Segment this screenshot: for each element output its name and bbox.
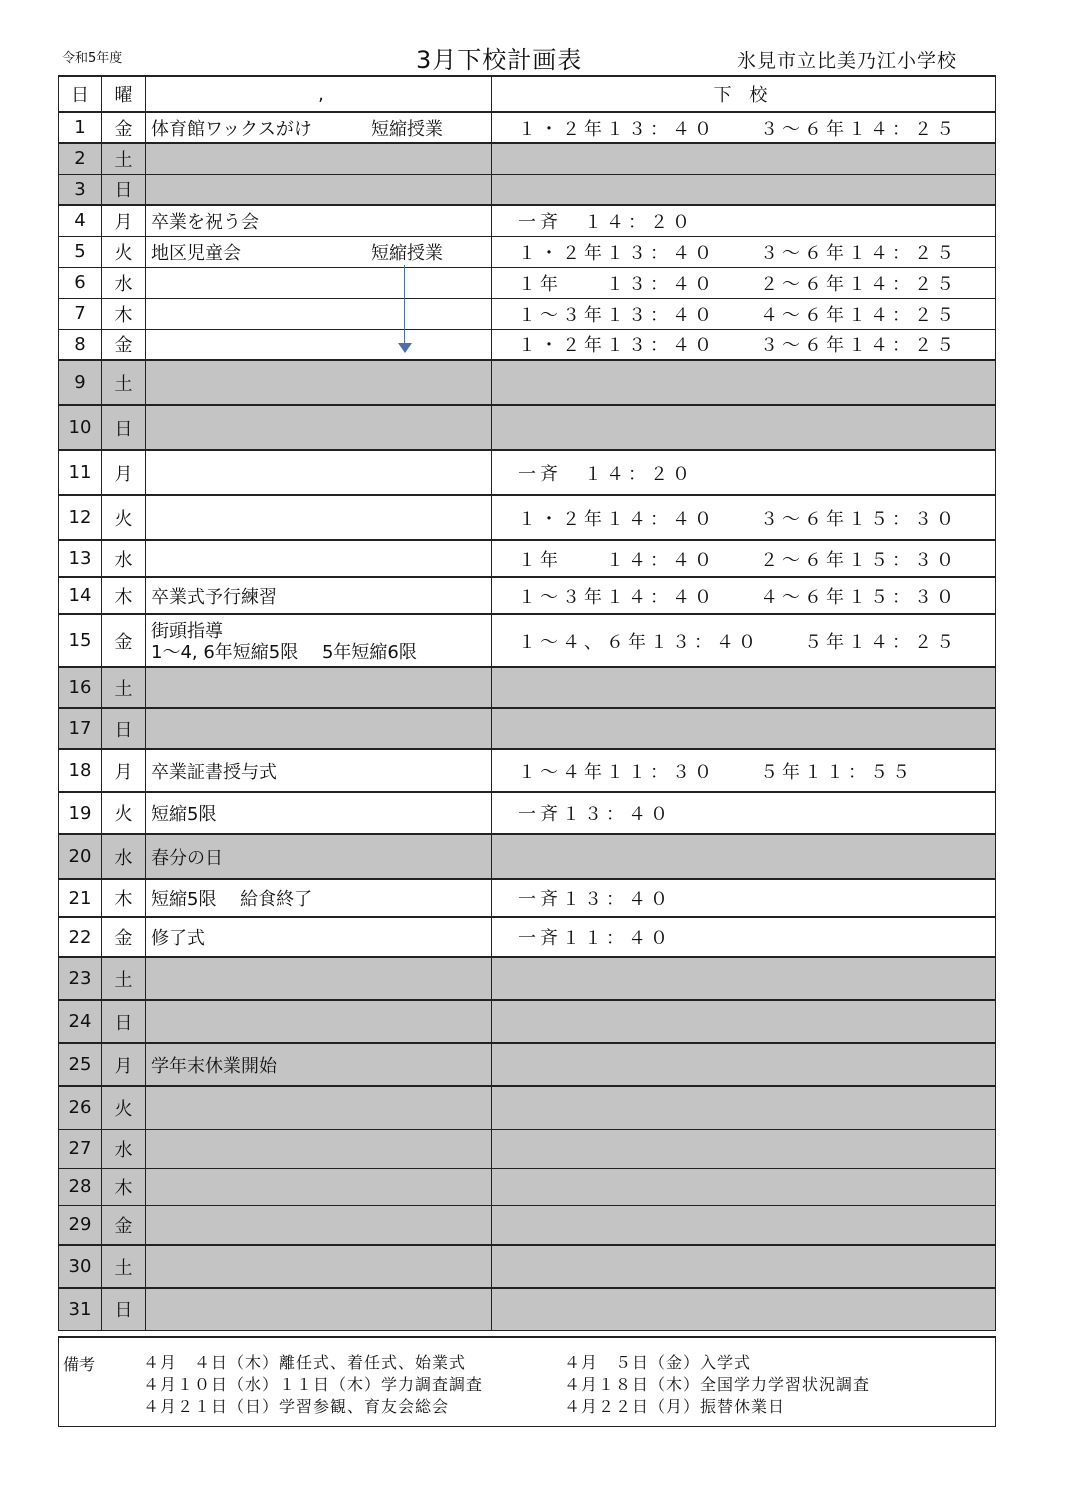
- weekday-cell: 木: [102, 1168, 146, 1205]
- day-cell: 15: [59, 614, 102, 667]
- event-cell: [146, 1288, 492, 1330]
- event-cell: [146, 174, 492, 205]
- day-cell: 26: [59, 1086, 102, 1129]
- day-cell: 12: [59, 495, 102, 540]
- table-row: [59, 1086, 996, 1129]
- event-cell: [146, 1000, 492, 1043]
- header-day: 日: [59, 76, 102, 112]
- note-line: ４月１８日（木）全国学力学習状況調査: [564, 1375, 871, 1394]
- event-cell: [146, 749, 492, 792]
- dismissal-cell: [492, 1168, 996, 1205]
- weekday-cell: 火: [102, 236, 146, 267]
- weekday-cell: 火: [102, 792, 146, 834]
- continuation-arrow-line: [404, 265, 405, 343]
- weekday-cell: 木: [102, 577, 146, 614]
- table-row: [59, 879, 996, 917]
- day-cell: 20: [59, 834, 102, 879]
- event-cell: [146, 298, 492, 329]
- weekday-cell: 土: [102, 1245, 146, 1288]
- school-name: 氷見市立比美乃江小学校: [737, 50, 958, 72]
- dismissal-cell: １年 １３：４０ ２～６年１４：２５: [492, 267, 996, 298]
- dismissal-cell: [492, 143, 996, 174]
- table-row: [59, 792, 996, 834]
- weekday-cell: 日: [102, 1288, 146, 1330]
- table-row: [59, 1000, 996, 1043]
- header-event: ,: [146, 76, 492, 112]
- dismissal-cell: １～４、６年１３：４０ ５年１４：２５: [492, 614, 996, 667]
- day-cell: 29: [59, 1205, 102, 1245]
- event-cell: [146, 917, 492, 957]
- weekday-cell: 木: [102, 298, 146, 329]
- weekday-cell: 日: [102, 405, 146, 450]
- table-row: [59, 1168, 996, 1205]
- event-note: 短縮授業: [371, 118, 443, 140]
- event-cell: [146, 143, 492, 174]
- event-cell: [146, 267, 492, 298]
- day-cell: 17: [59, 708, 102, 749]
- dismissal-cell: [492, 708, 996, 749]
- table-row: [59, 1043, 996, 1086]
- down-arrow-icon: [398, 343, 412, 353]
- day-cell: 31: [59, 1288, 102, 1330]
- dismissal-cell: [492, 405, 996, 450]
- table-row: [59, 957, 996, 1000]
- day-cell: 10: [59, 405, 102, 450]
- table-row: [59, 1245, 996, 1288]
- day-cell: 8: [59, 329, 102, 360]
- event-cell: [146, 360, 492, 405]
- event-text: 学年末休業開始: [151, 1055, 277, 1077]
- day-cell: 2: [59, 143, 102, 174]
- table-header-row: [59, 76, 996, 112]
- table-row: [59, 495, 996, 540]
- weekday-cell: 土: [102, 957, 146, 1000]
- day-cell: 1: [59, 112, 102, 143]
- day-cell: 9: [59, 360, 102, 405]
- dismissal-cell: 一斉１３：４０: [492, 792, 996, 834]
- event-cell: [146, 792, 492, 834]
- event-cell: [146, 329, 492, 360]
- day-cell: 4: [59, 205, 102, 236]
- notes-label: 備考: [63, 1355, 96, 1374]
- day-cell: 3: [59, 174, 102, 205]
- day-cell: 6: [59, 267, 102, 298]
- dismissal-cell: 一斉 １４：２０: [492, 205, 996, 236]
- event-text: 短縮5限: [151, 804, 217, 825]
- dismissal-cell: [492, 957, 996, 1000]
- fiscal-year-label: 令和5年度: [62, 51, 123, 66]
- day-cell: 18: [59, 749, 102, 792]
- notes-box: [58, 1336, 996, 1427]
- table-row: [59, 360, 996, 405]
- event-cell: [146, 450, 492, 495]
- day-cell: 28: [59, 1168, 102, 1205]
- table-row: [59, 298, 996, 329]
- weekday-cell: 月: [102, 205, 146, 236]
- note-line: ４月 ４日（木）離任式、着任式、始業式: [143, 1353, 467, 1372]
- weekday-cell: 金: [102, 329, 146, 360]
- table-row: [59, 577, 996, 614]
- day-cell: 14: [59, 577, 102, 614]
- day-cell: 16: [59, 667, 102, 708]
- dismissal-cell: [492, 1245, 996, 1288]
- event-cell: [146, 205, 492, 236]
- event-cell: [146, 1043, 492, 1086]
- day-cell: 30: [59, 1245, 102, 1288]
- table-row: [59, 236, 996, 267]
- event-cell: [146, 708, 492, 749]
- note-line: ４月２２日（月）振替休業日: [564, 1397, 786, 1416]
- table-row: [59, 708, 996, 749]
- note-line: ４月 ５日（金）入学式: [564, 1353, 752, 1372]
- header-dismissal: 下 校: [492, 76, 996, 112]
- table-row: [59, 614, 996, 667]
- notes-column-1: [143, 1352, 483, 1418]
- dismissal-cell: [492, 1086, 996, 1129]
- day-cell: 22: [59, 917, 102, 957]
- day-cell: 27: [59, 1129, 102, 1168]
- header-weekday: 曜: [102, 76, 146, 112]
- page-title: 3月下校計画表: [416, 46, 583, 74]
- dismissal-cell: [492, 1129, 996, 1168]
- event-cell: [146, 879, 492, 917]
- day-cell: 24: [59, 1000, 102, 1043]
- weekday-cell: 土: [102, 360, 146, 405]
- dismissal-schedule-table: [58, 75, 996, 1331]
- weekday-cell: 火: [102, 1086, 146, 1129]
- event-cell: [146, 1086, 492, 1129]
- table-row: [59, 405, 996, 450]
- table-row: [59, 1129, 996, 1168]
- day-cell: 5: [59, 236, 102, 267]
- weekday-cell: 月: [102, 749, 146, 792]
- dismissal-cell: [492, 667, 996, 708]
- dismissal-cell: １年 １４：４０ ２～６年１５：３０: [492, 540, 996, 577]
- weekday-cell: 金: [102, 917, 146, 957]
- event-text: 街頭指導: [151, 620, 223, 642]
- event-text: 卒業証書授与式: [151, 761, 277, 783]
- weekday-cell: 火: [102, 495, 146, 540]
- day-cell: 11: [59, 450, 102, 495]
- dismissal-cell: １～３年１４：４０ ４～６年１５：３０: [492, 577, 996, 614]
- event-note: 短縮授業: [371, 242, 443, 264]
- note-line: ４月１０日（水）１１日（木）学力調査調査: [143, 1375, 484, 1394]
- event-cell: [146, 614, 492, 667]
- weekday-cell: 土: [102, 143, 146, 174]
- event-cell: [146, 1245, 492, 1288]
- note-line: ４月２１日（日）学習参観、育友会総会: [143, 1397, 450, 1416]
- schedule-body: [59, 112, 996, 1330]
- table-row: [59, 112, 996, 143]
- table-row: [59, 749, 996, 792]
- event-text: 地区児童会: [151, 242, 241, 264]
- dismissal-cell: 一斉 １４：２０: [492, 450, 996, 495]
- weekday-cell: 金: [102, 1205, 146, 1245]
- table-row: [59, 450, 996, 495]
- event-text-line2: 1～4, 6年短縮5限 5年短縮6限: [151, 641, 417, 663]
- table-row: [59, 174, 996, 205]
- weekday-cell: 金: [102, 112, 146, 143]
- table-row: [59, 667, 996, 708]
- event-cell: [146, 405, 492, 450]
- dismissal-cell: [492, 1205, 996, 1245]
- event-cell: [146, 495, 492, 540]
- event-cell: [146, 577, 492, 614]
- table-row: [59, 834, 996, 879]
- dismissal-cell: [492, 360, 996, 405]
- day-cell: 19: [59, 792, 102, 834]
- event-text: 春分の日: [151, 847, 223, 869]
- weekday-cell: 日: [102, 1000, 146, 1043]
- dismissal-cell: １・２年１３：４０ ３～６年１４：２５: [492, 329, 996, 360]
- event-text: 卒業式予行練習: [151, 586, 277, 608]
- event-cell: [146, 236, 492, 267]
- dismissal-cell: [492, 174, 996, 205]
- table-row: [59, 540, 996, 577]
- event-text: 修了式: [151, 928, 205, 949]
- day-cell: 23: [59, 957, 102, 1000]
- weekday-cell: 月: [102, 1043, 146, 1086]
- weekday-cell: 日: [102, 708, 146, 749]
- notes-column-2: [564, 1352, 870, 1418]
- weekday-cell: 金: [102, 614, 146, 667]
- dismissal-cell: １～３年１３：４０ ４～６年１４：２５: [492, 298, 996, 329]
- table-row: [59, 205, 996, 236]
- day-cell: 13: [59, 540, 102, 577]
- event-cell: [146, 112, 492, 143]
- event-cell: [146, 667, 492, 708]
- table-row: [59, 267, 996, 298]
- table-row: [59, 1205, 996, 1245]
- weekday-cell: 水: [102, 834, 146, 879]
- event-cell: [146, 540, 492, 577]
- dismissal-cell: 一斉１３：４０: [492, 879, 996, 917]
- dismissal-cell: １・２年１３：４０ ３～６年１４：２５: [492, 236, 996, 267]
- weekday-cell: 水: [102, 267, 146, 298]
- table-row: [59, 143, 996, 174]
- event-cell: [146, 834, 492, 879]
- table-row: [59, 1288, 996, 1330]
- table-row: [59, 329, 996, 360]
- weekday-cell: 水: [102, 1129, 146, 1168]
- day-cell: 25: [59, 1043, 102, 1086]
- event-cell: [146, 1205, 492, 1245]
- dismissal-cell: [492, 834, 996, 879]
- weekday-cell: 木: [102, 879, 146, 917]
- dismissal-cell: 一斉１１：４０: [492, 917, 996, 957]
- dismissal-cell: １・２年１３：４０ ３～６年１４：２５: [492, 112, 996, 143]
- weekday-cell: 水: [102, 540, 146, 577]
- day-cell: 7: [59, 298, 102, 329]
- weekday-cell: 土: [102, 667, 146, 708]
- table-row: [59, 917, 996, 957]
- event-text: 卒業を祝う会: [151, 211, 259, 233]
- event-cell: [146, 957, 492, 1000]
- dismissal-cell: [492, 1043, 996, 1086]
- dismissal-cell: １～４年１１：３０ ５年１１：５５: [492, 749, 996, 792]
- weekday-cell: 日: [102, 174, 146, 205]
- event-cell: [146, 1168, 492, 1205]
- dismissal-cell: [492, 1288, 996, 1330]
- dismissal-cell: [492, 1000, 996, 1043]
- dismissal-cell: １・２年１４：４０ ３～６年１５：３０: [492, 495, 996, 540]
- event-text: 短縮5限 給食終了: [151, 889, 313, 910]
- day-cell: 21: [59, 879, 102, 917]
- weekday-cell: 月: [102, 450, 146, 495]
- event-text: 体育館ワックスがけ: [151, 118, 312, 140]
- event-cell: [146, 1129, 492, 1168]
